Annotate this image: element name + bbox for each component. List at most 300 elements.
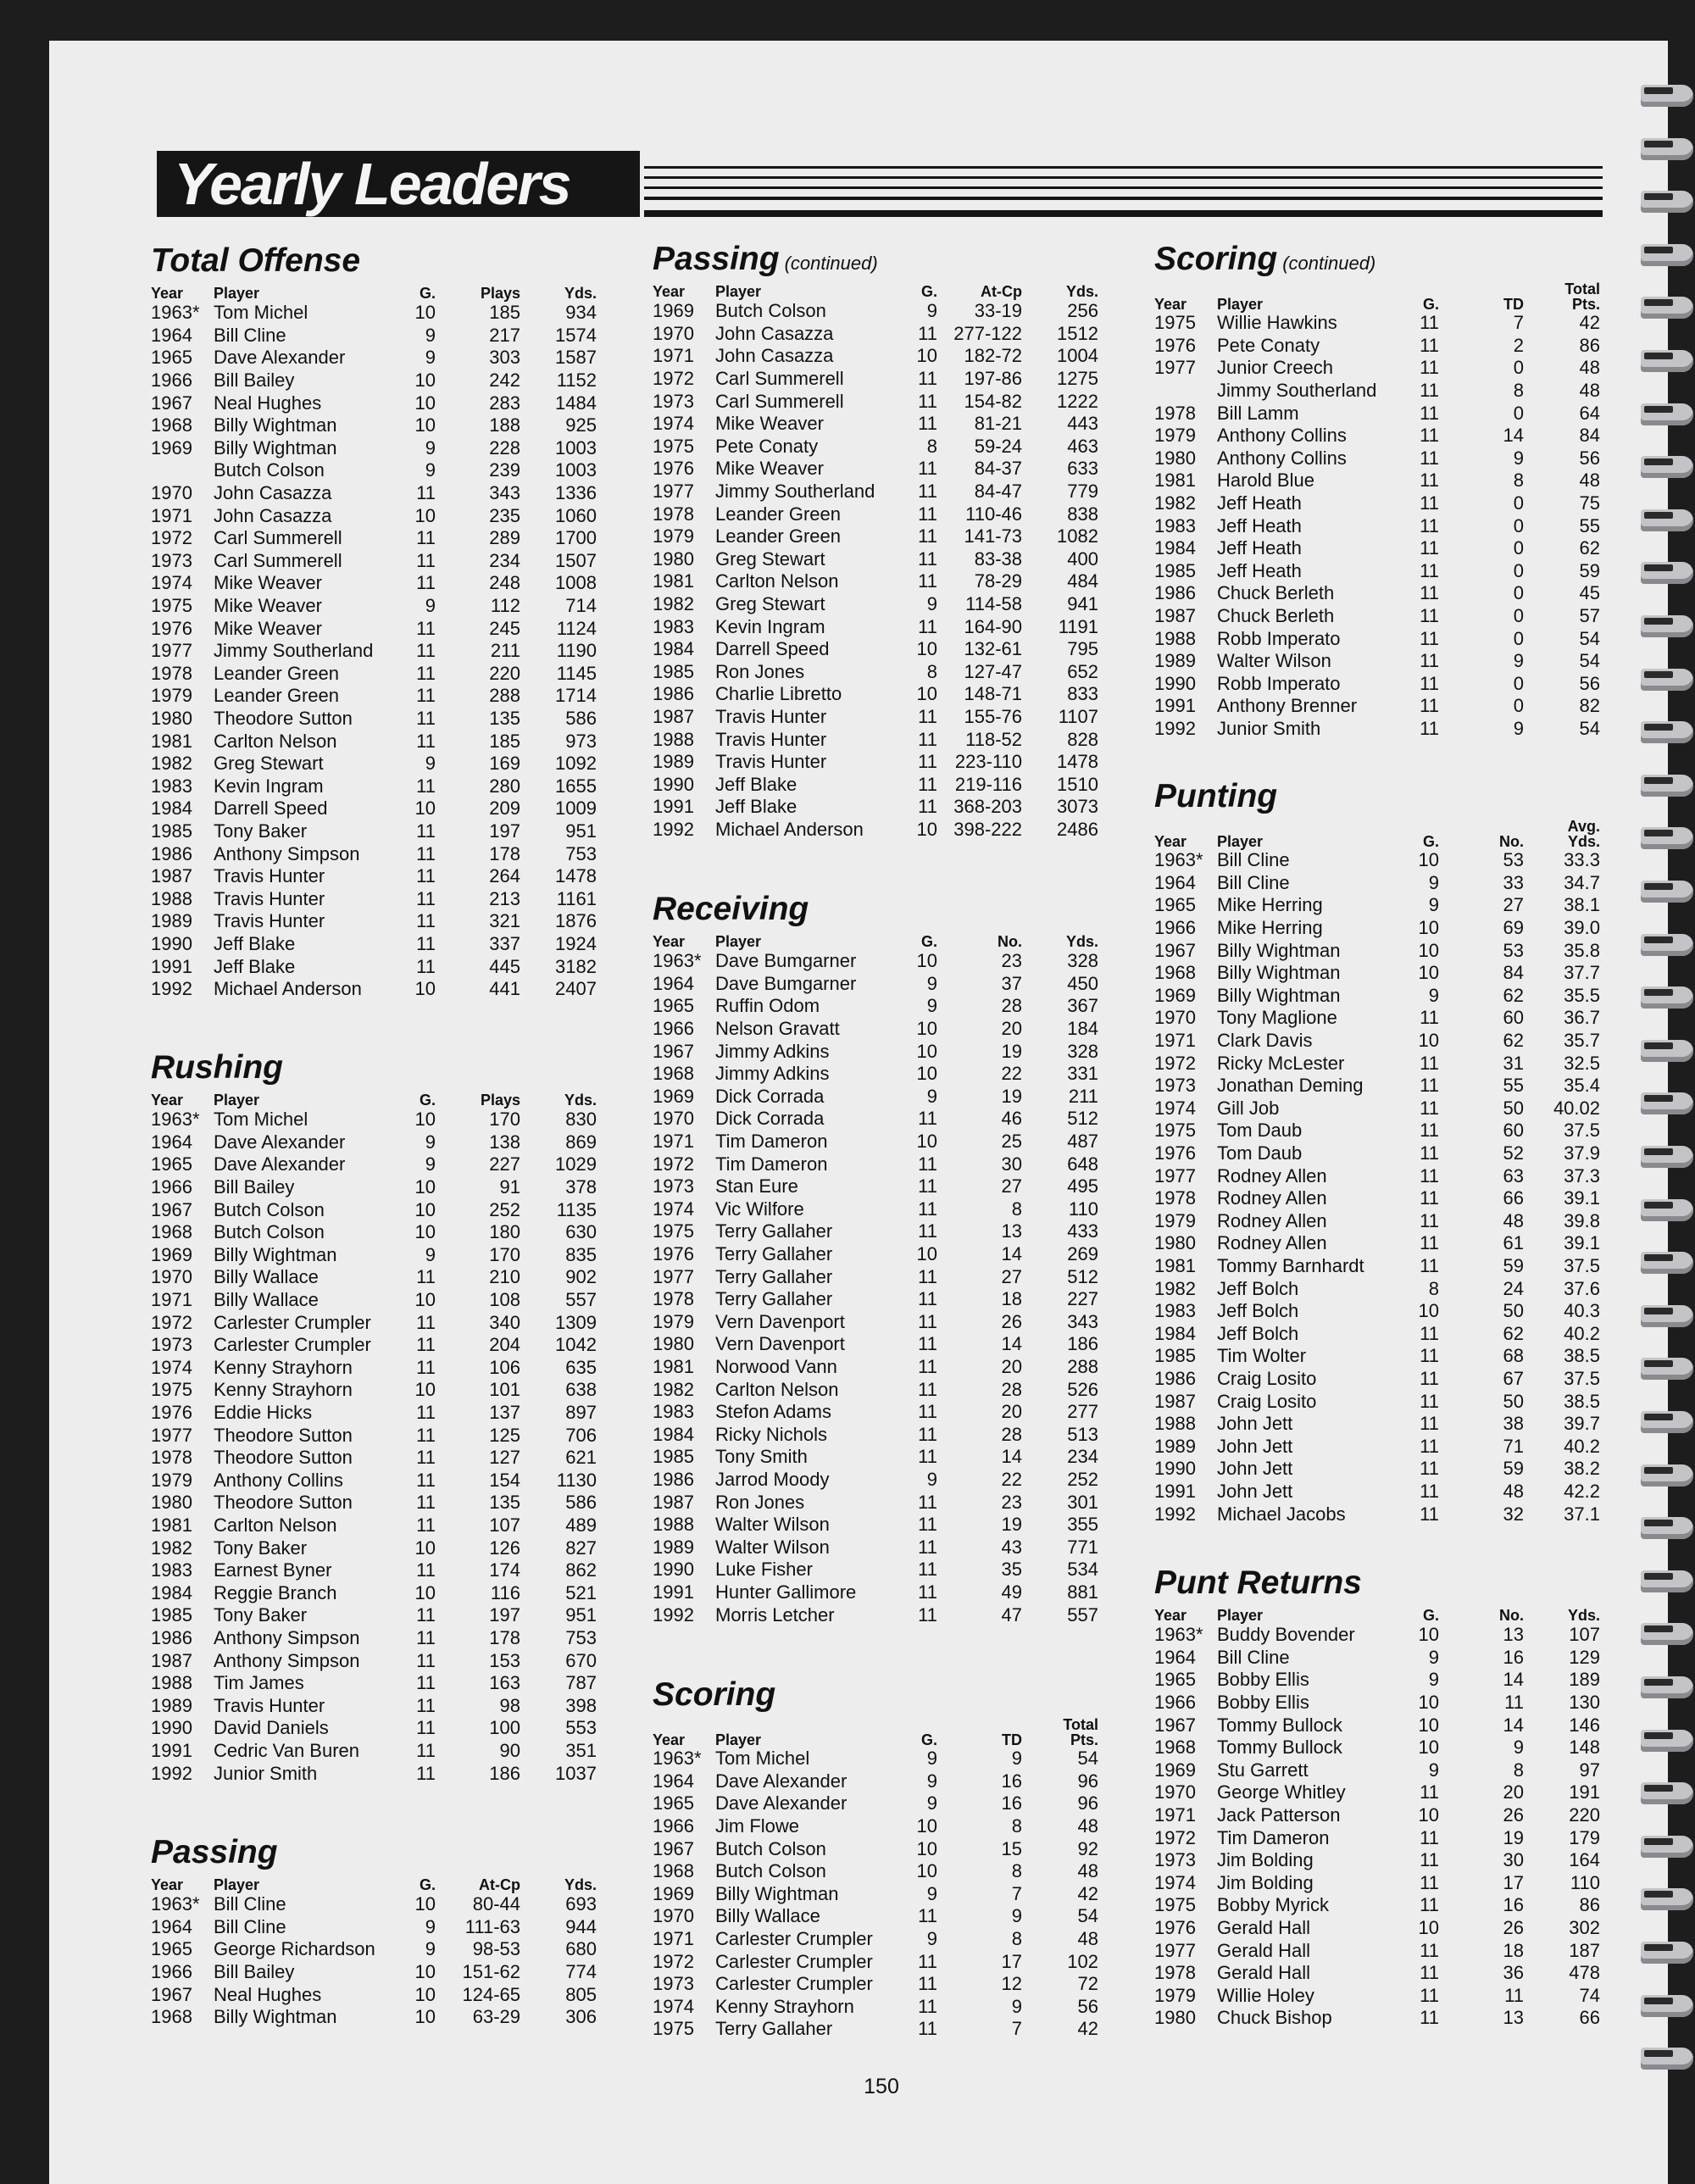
table-cell: 9	[1011, 1995, 1022, 2017]
table-cell: 11	[416, 1626, 436, 1648]
table-cell: 129	[1569, 1646, 1600, 1668]
table-cell: Dick Corrada	[715, 1085, 825, 1107]
table-cell: 1979	[1154, 1984, 1196, 2006]
table-row	[1154, 1413, 1600, 1436]
column-header: G.	[920, 933, 937, 950]
table-cell: 1969	[1154, 984, 1196, 1006]
header-row	[653, 931, 1098, 950]
table-cell: Willie Hawkins	[1217, 312, 1337, 334]
table-cell: 795	[1067, 638, 1098, 660]
table-cell: 80-44	[472, 1893, 520, 1915]
table-row	[653, 1311, 1098, 1334]
table-cell: 1970	[151, 1266, 192, 1288]
table-row	[1154, 985, 1600, 1008]
table-row	[653, 1603, 1098, 1626]
table-cell: 110	[1068, 1198, 1098, 1220]
table-cell: 1977	[653, 481, 694, 503]
table-row	[653, 973, 1098, 996]
table-cell: 1009	[555, 797, 597, 820]
table-row	[1154, 1781, 1600, 1804]
table-cell: 10	[916, 1243, 937, 1265]
table-cell: 1972	[1154, 1052, 1196, 1074]
table-cell: 11	[918, 1288, 937, 1310]
table-cell: 11	[1420, 1962, 1439, 1984]
yearly-leaders-banner	[157, 151, 1603, 217]
table-cell: Bill Lamm	[1217, 402, 1299, 424]
table-cell: 1980	[1154, 1232, 1196, 1254]
table-cell: 1985	[1154, 559, 1196, 581]
table-cell: 1992	[1154, 1503, 1196, 1525]
table-cell: 19	[1001, 1514, 1022, 1536]
table-cell: 14	[1503, 425, 1524, 447]
table-cell: Chuck Bishop	[1217, 2007, 1332, 2029]
table-cell: 37.1	[1564, 1503, 1600, 1525]
table-row	[151, 414, 597, 437]
column-header: TD	[1503, 296, 1524, 313]
table-cell: 191	[1569, 1781, 1600, 1803]
table-cell: 11	[1420, 1367, 1439, 1389]
binding-ring	[1641, 1092, 1693, 1114]
table-cell: 9	[425, 1243, 436, 1265]
table-cell: 132-61	[964, 638, 1022, 660]
table-cell: 35.8	[1564, 939, 1600, 961]
table-cell: 10	[414, 302, 436, 324]
table-cell: 182-72	[964, 345, 1022, 367]
table-cell: 306	[565, 2006, 597, 2028]
table-cell: Charlie Libretto	[715, 683, 842, 705]
table-cell: 11	[918, 1603, 937, 1625]
table-row	[653, 773, 1098, 796]
table-cell: Bill Cline	[214, 324, 286, 346]
table-cell: 234	[1067, 1446, 1098, 1468]
table-row	[151, 1740, 597, 1763]
table-cell: 59	[1503, 1254, 1524, 1276]
total-offense-table	[151, 283, 597, 1000]
table-cell: 11	[1420, 514, 1439, 536]
column-header	[1217, 281, 1397, 297]
table-cell: 11	[918, 1153, 937, 1175]
table-cell: Chuck Berleth	[1217, 605, 1335, 627]
table-cell: Pete Conaty	[715, 435, 819, 457]
table-row	[1154, 425, 1600, 447]
table-cell: 835	[565, 1243, 597, 1265]
table-row	[151, 1131, 597, 1154]
table-cell: 1978	[1154, 1187, 1196, 1209]
binding-ring	[1641, 1358, 1693, 1380]
column-header: G.	[1422, 296, 1439, 313]
table-cell: Stu Garrett	[1217, 1759, 1309, 1781]
binding-ring	[1641, 297, 1693, 319]
table-cell: 1986	[653, 1468, 694, 1490]
table-row	[1154, 1872, 1600, 1895]
receiving-heading: Receiving	[653, 891, 809, 927]
table-row	[653, 1581, 1098, 1604]
table-cell: 1992	[653, 1603, 694, 1625]
table-cell: 9	[1428, 1759, 1439, 1781]
table-row	[653, 503, 1098, 525]
table-cell: 1976	[653, 1243, 694, 1265]
table-cell: Norwood Vann	[715, 1355, 837, 1377]
table-cell: 10	[414, 1289, 436, 1311]
table-cell: 1978	[1154, 1962, 1196, 1984]
table-cell: 838	[1067, 503, 1098, 525]
table-cell: 13	[1503, 2007, 1524, 2029]
table-cell: 197	[489, 820, 520, 842]
table-cell: 20	[1503, 1781, 1524, 1803]
table-cell: 1983	[1154, 1300, 1196, 1322]
table-cell: Darrell Speed	[214, 797, 328, 820]
table-cell: 11	[1420, 1322, 1439, 1344]
table-cell: 31	[1503, 1052, 1524, 1074]
table-cell: 227	[489, 1153, 520, 1175]
column-header: Player	[214, 285, 260, 302]
table-cell: 1963*	[653, 950, 702, 972]
table-cell: 633	[1067, 458, 1098, 480]
table-cell: 1987	[1154, 1390, 1196, 1412]
column-header: Plays	[480, 285, 520, 302]
column-header: Player	[715, 933, 762, 950]
table-cell: 1963*	[151, 302, 200, 324]
binding-ring	[1641, 509, 1693, 531]
table-cell: 37.3	[1564, 1164, 1600, 1186]
table-cell: 652	[1067, 660, 1098, 682]
table-row	[151, 663, 597, 686]
table-cell: 10	[1418, 1030, 1439, 1052]
table-row	[151, 437, 597, 460]
table-cell: 11	[1420, 1209, 1439, 1231]
table-cell: 63	[1503, 1164, 1524, 1186]
table-cell: Bill Cline	[1217, 871, 1290, 893]
table-cell: Dave Alexander	[214, 1153, 346, 1175]
table-cell: 1977	[653, 1265, 694, 1287]
table-cell: 39.7	[1564, 1413, 1600, 1435]
header-row	[653, 1732, 1098, 1748]
table-row	[653, 1950, 1098, 1973]
table-cell: 10	[916, 1018, 937, 1040]
table-cell: Billy Wightman	[1217, 962, 1341, 984]
table-cell: Butch Colson	[715, 1837, 826, 1859]
table-cell: 1979	[151, 1469, 192, 1491]
table-cell: Walter Wilson	[1217, 650, 1331, 672]
table-row	[1154, 1255, 1600, 1278]
table-cell: 367	[1067, 995, 1098, 1017]
table-cell: 39.0	[1564, 917, 1600, 939]
table-cell: Bobby Myrick	[1217, 1894, 1330, 1916]
table-cell: 23	[1001, 950, 1022, 972]
table-cell: 1989	[653, 751, 694, 773]
table-cell: 11	[918, 1905, 937, 1927]
table-cell: 42	[1077, 2018, 1098, 2040]
table-cell: 0	[1513, 357, 1524, 379]
table-cell: 1970	[653, 322, 694, 344]
table-cell: Michael Anderson	[715, 818, 864, 840]
table-cell: 245	[489, 617, 520, 639]
column-header: G.	[419, 1092, 436, 1109]
table-cell: 56	[1579, 672, 1600, 694]
table-cell: 277-122	[953, 322, 1022, 344]
table-cell: 170	[489, 1109, 520, 1131]
table-cell: 1984	[151, 1581, 192, 1603]
table-row	[653, 1378, 1098, 1401]
table-row	[653, 345, 1098, 368]
table-cell: 1275	[1057, 368, 1098, 390]
table-cell: Billy Wightman	[214, 1243, 337, 1265]
table-row	[653, 300, 1098, 323]
table-cell: 302	[1569, 1917, 1600, 1939]
table-cell: 1984	[653, 1423, 694, 1445]
table-cell: 11	[416, 1469, 436, 1491]
table-row	[1154, 1458, 1600, 1481]
total-offense-section	[151, 239, 597, 1000]
table-cell: 0	[1513, 514, 1524, 536]
table-row	[151, 482, 597, 505]
table-cell: Rodney Allen	[1217, 1232, 1327, 1254]
table-row	[1154, 1300, 1600, 1323]
table-cell: 1986	[1154, 582, 1196, 604]
table-cell: 11	[918, 705, 937, 727]
table-row	[1154, 1368, 1600, 1391]
table-row	[653, 1265, 1098, 1288]
table-cell: 40.02	[1553, 1097, 1600, 1119]
table-cell: 1029	[555, 1153, 597, 1175]
table-cell: 11	[1420, 1435, 1439, 1457]
table-cell: 82	[1579, 695, 1600, 717]
table-cell: 1973	[1154, 1849, 1196, 1871]
table-cell: Willie Holey	[1217, 1984, 1314, 2006]
table-cell: 209	[489, 797, 520, 820]
table-cell: 187	[1569, 1939, 1600, 1961]
table-cell: Kevin Ingram	[715, 615, 825, 637]
table-cell: 114-58	[965, 593, 1022, 615]
table-cell: 68	[1503, 1345, 1524, 1367]
table-cell: 1971	[1154, 1030, 1196, 1052]
table-cell: 138	[489, 1131, 520, 1153]
table-cell: Gerald Hall	[1217, 1962, 1311, 1984]
table-cell: Tony Baker	[214, 1537, 308, 1559]
table-row	[653, 368, 1098, 391]
table-cell: 18	[1503, 1939, 1524, 1961]
table-row	[151, 1198, 597, 1221]
table-cell: Anthony Simpson	[214, 1649, 360, 1671]
binding-ring	[1641, 562, 1693, 584]
table-cell: 1161	[556, 887, 597, 909]
table-cell: 17	[1503, 1871, 1524, 1893]
table-cell: 1976	[1154, 1142, 1196, 1164]
binding-ring	[1641, 1676, 1693, 1698]
table-cell: 9	[1428, 984, 1439, 1006]
table-cell: 10	[916, 1131, 937, 1153]
table-cell: 478	[1569, 1962, 1600, 1984]
table-cell: Jeff Heath	[1217, 514, 1302, 536]
table-cell: Stan Eure	[715, 1175, 798, 1198]
table-cell: 40.2	[1564, 1322, 1600, 1344]
table-cell: 78-29	[974, 570, 1022, 592]
table-cell: 62	[1503, 984, 1524, 1006]
table-cell: 1979	[1154, 425, 1196, 447]
table-cell: 28	[1001, 1378, 1022, 1400]
table-cell: 11	[1504, 1692, 1524, 1714]
table-row	[151, 527, 597, 550]
table-cell: 10	[916, 1063, 937, 1085]
table-row	[151, 1938, 597, 1961]
table-row	[1154, 1120, 1600, 1142]
column-header: Yds.	[1567, 1607, 1600, 1624]
table-cell: Travis Hunter	[214, 865, 325, 887]
table-cell: 11	[918, 390, 937, 412]
table-cell: 11	[416, 775, 436, 797]
table-cell: Anthony Collins	[1217, 425, 1347, 447]
table-cell: 7	[1011, 1882, 1022, 1904]
table-cell: 8	[1011, 1860, 1022, 1882]
table-cell: 11	[416, 1402, 436, 1424]
table-row	[653, 661, 1098, 684]
table-cell: 11	[918, 728, 937, 750]
table-cell: 1986	[151, 842, 192, 864]
table-cell: 1976	[151, 617, 192, 639]
table-cell: 10	[1418, 1737, 1439, 1759]
table-cell: Carlton Nelson	[715, 570, 839, 592]
table-row	[653, 1536, 1098, 1559]
table-cell: 8	[1513, 1759, 1524, 1781]
table-cell: 10	[414, 1379, 436, 1401]
table-cell: 586	[565, 707, 597, 729]
table-cell: 1975	[653, 435, 694, 457]
table-cell: 1980	[653, 1333, 694, 1355]
table-cell: 20	[1001, 1401, 1022, 1423]
table-cell: 11	[918, 2018, 937, 2040]
column-header: TD	[1002, 1731, 1022, 1748]
table-row	[1154, 1759, 1600, 1782]
table-cell: 10	[414, 2006, 436, 2028]
binding-ring	[1641, 1782, 1693, 1804]
table-cell: Vern Davenport	[715, 1310, 845, 1332]
banner-rule	[644, 210, 1603, 217]
binding-ring	[1641, 775, 1693, 797]
table-cell: 19	[1001, 1040, 1022, 1062]
column-header	[653, 1717, 715, 1732]
table-cell: 1966	[1154, 917, 1196, 939]
table-cell: 11	[1420, 1939, 1439, 1961]
table-cell: 220	[1569, 1804, 1600, 1826]
table-cell: 11	[918, 1310, 937, 1332]
table-cell: 146	[1569, 1714, 1600, 1736]
table-cell: 1976	[653, 458, 694, 480]
table-cell: Jeff Heath	[1217, 492, 1302, 514]
column-header: No.	[1499, 833, 1524, 850]
binding-ring	[1641, 1252, 1693, 1274]
table-row	[1154, 1804, 1600, 1827]
table-cell: Tony Baker	[214, 820, 308, 842]
table-row	[151, 1762, 597, 1785]
table-row	[151, 1893, 597, 1916]
table-cell: 33.3	[1564, 849, 1600, 871]
binding-ring	[1641, 721, 1693, 743]
table-cell: 9	[425, 1938, 436, 1960]
table-cell: 38.5	[1564, 1345, 1600, 1367]
table-cell: 10	[916, 1040, 937, 1062]
table-cell: 35.5	[1564, 984, 1600, 1006]
table-cell: 11	[1420, 312, 1439, 334]
table-cell: 11	[918, 796, 937, 818]
table-cell: Bobby Ellis	[1217, 1692, 1309, 1714]
table-cell: 11	[918, 322, 937, 344]
table-cell: 9	[926, 1792, 937, 1814]
binding-ring	[1641, 1888, 1693, 1910]
table-cell: 84-37	[974, 458, 1022, 480]
table-cell: 20	[1001, 1355, 1022, 1377]
table-cell: 1484	[555, 392, 597, 414]
table-cell: Ron Jones	[715, 1491, 805, 1513]
table-cell: 1984	[1154, 1322, 1196, 1344]
table-cell: 378	[565, 1176, 597, 1198]
table-row	[151, 572, 597, 595]
table-row	[1154, 1277, 1600, 1300]
table-row	[653, 796, 1098, 819]
table-row	[151, 1311, 597, 1334]
table-cell: 328	[1067, 1040, 1098, 1062]
table-cell: Michael Jacobs	[1217, 1503, 1346, 1525]
table-cell: Tony Smith	[715, 1446, 808, 1468]
table-cell: 12	[1001, 1973, 1022, 1995]
table-cell: 1972	[151, 527, 192, 549]
table-cell: 48	[1579, 357, 1600, 379]
table-row	[151, 1604, 597, 1627]
table-row	[151, 820, 597, 843]
table-cell: Butch Colson	[715, 300, 826, 322]
table-cell: 54	[1579, 717, 1600, 739]
table-cell: 10	[1418, 917, 1439, 939]
table-cell: Carlton Nelson	[715, 1378, 839, 1400]
table-cell: 1967	[653, 1837, 694, 1859]
table-row	[1154, 1435, 1600, 1458]
table-cell: 24	[1503, 1277, 1524, 1299]
header-row	[653, 281, 1098, 300]
table-cell: 48	[1503, 1209, 1524, 1231]
column-header: Avg.	[1567, 818, 1600, 835]
table-cell: Bill Cline	[1217, 849, 1290, 871]
table-cell: Dave Alexander	[715, 1770, 848, 1792]
table-cell: Travis Hunter	[214, 887, 325, 909]
table-cell: 1963*	[1154, 1624, 1203, 1646]
table-cell: Travis Hunter	[214, 910, 325, 932]
table-cell: 303	[489, 347, 520, 369]
table-cell: 118-52	[965, 728, 1022, 750]
table-cell: 277	[1067, 1401, 1098, 1423]
table-cell: 343	[1067, 1310, 1098, 1332]
table-cell: 450	[1067, 972, 1098, 994]
table-cell: 1968	[151, 414, 192, 436]
header-row	[151, 1875, 597, 1893]
table-cell: 35.4	[1564, 1075, 1600, 1097]
table-cell: 36.7	[1564, 1007, 1600, 1029]
table-cell: Greg Stewart	[715, 547, 825, 570]
table-row	[653, 1108, 1098, 1131]
table-row	[1154, 1481, 1600, 1503]
column-header: Year	[1154, 833, 1187, 850]
scoring-continued-section	[1154, 237, 1600, 740]
table-cell: 11	[918, 481, 937, 503]
table-cell: 1008	[555, 572, 597, 594]
table-cell: 40.3	[1564, 1300, 1600, 1322]
table-cell: 1963*	[1154, 849, 1203, 871]
table-cell: 116	[490, 1581, 520, 1603]
table-cell: Jimmy Southerland	[214, 640, 374, 662]
table-cell: Terry Gallaher	[715, 1288, 833, 1310]
table-cell: 11	[918, 1423, 937, 1445]
table-cell: 42.2	[1564, 1480, 1600, 1502]
table-cell: 11	[1420, 650, 1439, 672]
table-cell: 11	[1420, 1826, 1439, 1848]
